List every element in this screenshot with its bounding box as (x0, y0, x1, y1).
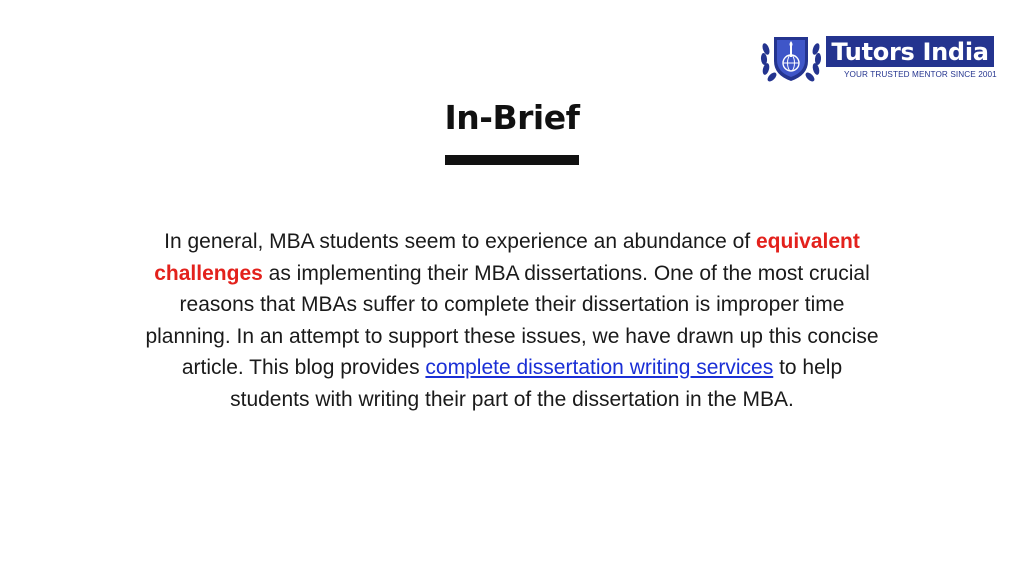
title-underline-divider (445, 155, 579, 165)
logo-name: Tutors India (831, 37, 989, 66)
brief-paragraph (140, 226, 884, 415)
dissertation-services-link[interactable]: complete dissertation writing services (425, 356, 774, 379)
laurel-crest-emblem-icon (758, 33, 824, 83)
logo-wordmark-box (826, 36, 994, 67)
brief-text-part3: to help students with writing their part of the dissertation in the MBA. (230, 356, 843, 411)
brief-text-part2: as implementing their MBA dissertations. One of the most crucial reasons that MBAs suffer to complete their dissertation is improper time planning. In an attempt to support these issues, we have drawn up this concise article. This blog provides (145, 261, 879, 379)
logo-tagline: YOUR TRUSTED MENTOR SINCE 2001 (844, 70, 997, 79)
highlight-phrase: equivalent challenges (154, 230, 860, 285)
brief-text-part1: In general, MBA students seem to experience an abundance of (164, 230, 756, 253)
page-title: In-Brief (444, 98, 580, 137)
tutors-india-logo (758, 33, 996, 83)
